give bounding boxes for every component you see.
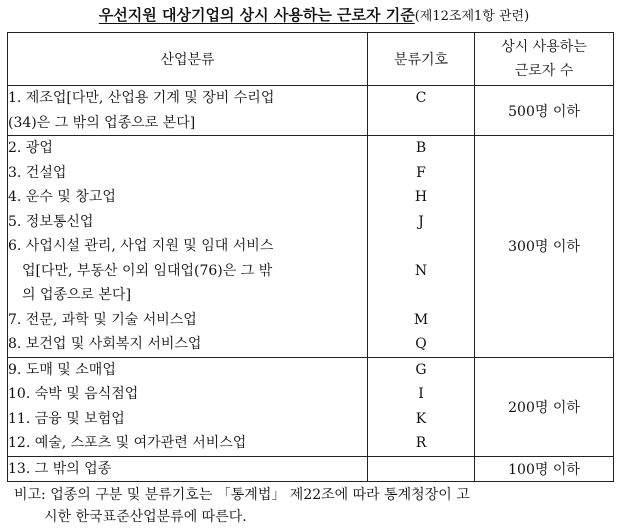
footnote bbox=[14, 484, 614, 528]
industry-line: 3. 건설업 bbox=[8, 164, 67, 181]
footnote-line2: 시한 한국표준산업분류에 따른다. bbox=[44, 509, 247, 525]
header-row bbox=[8, 33, 614, 86]
table-row bbox=[8, 136, 614, 358]
industry-cell bbox=[8, 86, 368, 136]
industry-cell bbox=[8, 136, 368, 358]
header-count-line2: 근로자 수 bbox=[514, 63, 574, 79]
classification-code: K bbox=[415, 410, 427, 427]
code-cell bbox=[368, 456, 475, 482]
industry-line: 의 업종으로 본다] bbox=[22, 287, 132, 303]
title-main: 우선지원 대상기업의 상시 사용하는 근로자 기준 bbox=[98, 6, 415, 24]
industry-line: 7. 전문, 과학 및 기술 서비스업 bbox=[8, 311, 197, 328]
classification-code: B bbox=[415, 140, 427, 156]
classification-code: F bbox=[416, 164, 426, 181]
industry-line: 10. 숙박 및 음식점업 bbox=[8, 386, 139, 402]
criteria-table bbox=[7, 32, 614, 482]
classification-code: H bbox=[414, 189, 428, 205]
footnote-line1: 비고: 업종의 구분 및 분류기호는 「통계법」 제22조에 따라 통계청장이 고 bbox=[14, 487, 470, 503]
industry-line: 4. 운수 및 창고업 bbox=[8, 189, 116, 205]
worker-count-cell: 100명 이하 bbox=[475, 456, 614, 482]
worker-count-cell: 200명 이하 bbox=[475, 357, 614, 456]
industry-line: 업[다만, 부동산 이외 임대업(76)은 그 밖 bbox=[22, 262, 273, 279]
header-count-line1: 상시 사용하는 bbox=[501, 39, 587, 55]
table-row bbox=[8, 456, 614, 482]
classification-code: N bbox=[414, 262, 428, 279]
industry-line: 2. 광업 bbox=[8, 140, 53, 156]
industry-line: 13. 그 밖의 업종 bbox=[8, 460, 112, 477]
industry-line: 5. 정보통신업 bbox=[8, 213, 94, 230]
classification-code: R bbox=[415, 435, 427, 451]
table-body bbox=[8, 86, 614, 482]
industry-line: 11. 금융 및 보험업 bbox=[8, 410, 125, 427]
industry-line: 12. 예술, 스포츠 및 여가관련 서비스업 bbox=[8, 435, 247, 451]
classification-code bbox=[368, 457, 474, 482]
industry-line: 9. 도매 및 소매업 bbox=[8, 361, 116, 378]
classification-code bbox=[368, 283, 474, 308]
document-title bbox=[0, 4, 628, 25]
header-worker-count bbox=[475, 33, 614, 86]
table-row bbox=[8, 86, 614, 136]
header-industry: 산업분류 bbox=[8, 33, 368, 86]
industry-line: 6. 사업시설 관리, 사업 지원 및 임대 서비스 bbox=[8, 238, 274, 254]
code-cell bbox=[368, 136, 475, 358]
industry-cell bbox=[8, 357, 368, 456]
worker-count-cell: 500명 이하 bbox=[475, 86, 614, 136]
classification-code: M bbox=[413, 311, 429, 328]
industry-cell bbox=[8, 456, 368, 482]
classification-code: C bbox=[415, 90, 427, 106]
worker-count-cell: 300명 이하 bbox=[475, 136, 614, 358]
header-code: 분류기호 bbox=[368, 33, 475, 86]
classification-code bbox=[368, 111, 474, 136]
table-row bbox=[8, 357, 614, 456]
classification-code: I bbox=[418, 386, 424, 402]
title-sub: (제12조제1항 관련) bbox=[414, 9, 530, 24]
code-cell bbox=[368, 86, 475, 136]
classification-code: G bbox=[415, 361, 427, 378]
classification-code bbox=[368, 234, 474, 259]
classification-code: Q bbox=[415, 336, 427, 352]
industry-line: 8. 보건업 및 사회복지 서비스업 bbox=[8, 336, 202, 352]
industry-line: (34)은 그 밖의 업종으로 본다] bbox=[8, 114, 196, 131]
industry-line: 1. 제조업[다만, 산업용 기계 및 장비 수리업 bbox=[8, 90, 275, 106]
code-cell bbox=[368, 357, 475, 456]
classification-code: J bbox=[418, 213, 424, 230]
